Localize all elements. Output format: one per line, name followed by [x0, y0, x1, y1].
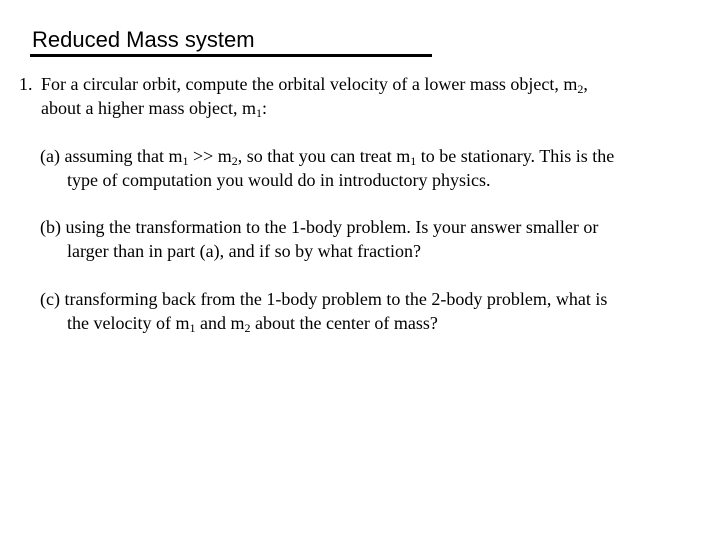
question-text: For a circular orbit, compute the orbital velocity of a lower mass object, m — [41, 74, 578, 94]
part-a-label: (a) — [40, 146, 60, 166]
part-c-line-1 — [40, 287, 607, 311]
part-a-text: assuming that m — [64, 146, 183, 166]
part-a-text: >> m — [188, 146, 232, 166]
part-c-text: the velocity of m — [67, 313, 190, 333]
part-c-text: transforming back from the 1-body problem to the 2-body problem, what is — [64, 289, 608, 309]
part-a-line-1 — [40, 144, 614, 168]
subscript: 1 — [410, 154, 417, 168]
part-c-line-2 — [67, 311, 438, 335]
part-c-label: (c) — [40, 289, 60, 309]
part-b-text: using the transformation to the 1-body problem. Is your answer smaller or — [65, 217, 599, 237]
question-line-2 — [41, 96, 267, 120]
part-a-text: to be stationary. This is the — [416, 146, 615, 166]
part-b-label: (b) — [40, 217, 61, 237]
subscript: 2 — [244, 321, 251, 335]
question-number: 1. — [19, 74, 33, 94]
part-a-line-2: type of computation you would do in introductory physics. — [67, 170, 491, 190]
subscript: 2 — [577, 82, 584, 96]
title-underline — [30, 54, 432, 57]
subscript: 1 — [182, 154, 189, 168]
question-text: : — [261, 98, 267, 118]
question-line-1 — [41, 72, 588, 96]
subscript: 2 — [231, 154, 238, 168]
question-text: , — [583, 74, 588, 94]
part-b-line-2: larger than in part (a), and if so by what fraction? — [67, 241, 422, 261]
slide-title: Reduced Mass system — [32, 27, 255, 52]
question-text: about a higher mass object, m — [41, 98, 256, 118]
part-c-text: about the center of mass? — [250, 313, 438, 333]
part-a-text: , so that you can treat m — [237, 146, 411, 166]
subscript: 1 — [189, 321, 196, 335]
part-c-text: and m — [195, 313, 245, 333]
part-b-line-1 — [40, 215, 598, 239]
subscript: 1 — [255, 106, 262, 120]
